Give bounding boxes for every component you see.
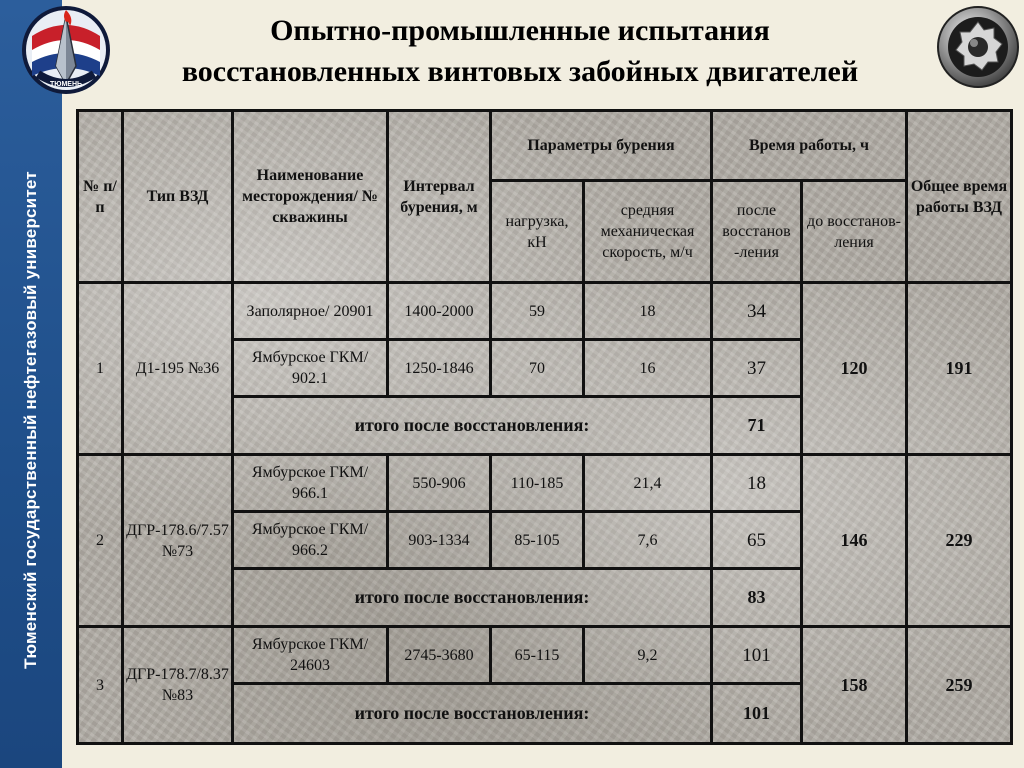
cell-speed: 7,6 [584, 512, 712, 569]
header-load: нагрузка, кН [491, 181, 584, 283]
data-table [76, 109, 1013, 745]
header-field: Наименование месторождения/ № скважины [233, 111, 388, 283]
cell-interval: 550-906 [388, 455, 491, 512]
header-worktime: Время работы, ч [712, 111, 907, 181]
cell-interval: 903-1334 [388, 512, 491, 569]
emblem-text: ТЮМЕНЬ [49, 81, 83, 88]
table-row [78, 627, 1012, 684]
cell-load: 110-185 [491, 455, 584, 512]
cell-load: 85-105 [491, 512, 584, 569]
cell-load: 65-115 [491, 627, 584, 684]
cell-field: Ямбурское ГКМ/ 966.1 [233, 455, 388, 512]
subtotal-value: 101 [712, 684, 802, 744]
header-interval: Интервал бурения, м [388, 111, 491, 283]
cell-interval: 1400-2000 [388, 283, 491, 340]
page-title [110, 10, 930, 92]
group-type: ДГР-178.7/8.37 №83 [123, 627, 233, 744]
header-row-1 [78, 111, 1012, 181]
subtotal-label: итого после восстановления: [233, 684, 712, 744]
university-name: Тюменский государственный нефтегазовый университет [21, 171, 40, 669]
cell-after: 65 [712, 512, 802, 569]
title-line-1: Опытно-промышленные испытания [270, 14, 770, 47]
header-before: до восстанов- ления [802, 181, 907, 283]
cell-field: Заполярное/ 20901 [233, 283, 388, 340]
cell-interval: 1250-1846 [388, 340, 491, 397]
cell-speed: 18 [584, 283, 712, 340]
sidebar [0, 0, 62, 768]
cell-field: Ямбурское ГКМ/ 966.2 [233, 512, 388, 569]
group-type: ДГР-178.6/7.57 №73 [123, 455, 233, 627]
cell-speed: 21,4 [584, 455, 712, 512]
cell-field: Ямбурское ГКМ/ 24603 [233, 627, 388, 684]
cell-after: 101 [712, 627, 802, 684]
cell-after: 34 [712, 283, 802, 340]
university-emblem-icon [18, 4, 114, 96]
group-num: 1 [78, 283, 123, 455]
header-params: Параметры бурения [491, 111, 712, 181]
subtotal-value: 83 [712, 569, 802, 627]
header-num: № п/п [78, 111, 123, 283]
group-type: Д1-195 №36 [123, 283, 233, 455]
cell-before: 158 [802, 627, 907, 744]
cell-load: 59 [491, 283, 584, 340]
cell-interval: 2745-3680 [388, 627, 491, 684]
cell-before: 120 [802, 283, 907, 455]
header-total-time: Общее время работы ВЗД [907, 111, 1012, 283]
cell-total: 229 [907, 455, 1012, 627]
cell-total: 191 [907, 283, 1012, 455]
cell-after: 37 [712, 340, 802, 397]
header-after: после восстанов -ления [712, 181, 802, 283]
results-table [76, 109, 1010, 745]
gear-stator-icon [936, 4, 1020, 90]
table-row [78, 283, 1012, 340]
cell-speed: 16 [584, 340, 712, 397]
table-row [78, 455, 1012, 512]
title-line-2: восстановленных винтовых забойных двигателей [181, 55, 859, 88]
subtotal-label: итого после восстановления: [233, 397, 712, 455]
cell-total: 259 [907, 627, 1012, 744]
cell-field: Ямбурское ГКМ/ 902.1 [233, 340, 388, 397]
header-type: Тип ВЗД [123, 111, 233, 283]
subtotal-value: 71 [712, 397, 802, 455]
header-speed: средняя механическая скорость, м/ч [584, 181, 712, 283]
cell-after: 18 [712, 455, 802, 512]
subtotal-label: итого после восстановления: [233, 569, 712, 627]
group-num: 2 [78, 455, 123, 627]
group-num: 3 [78, 627, 123, 744]
cell-before: 146 [802, 455, 907, 627]
cell-load: 70 [491, 340, 584, 397]
cell-speed: 9,2 [584, 627, 712, 684]
